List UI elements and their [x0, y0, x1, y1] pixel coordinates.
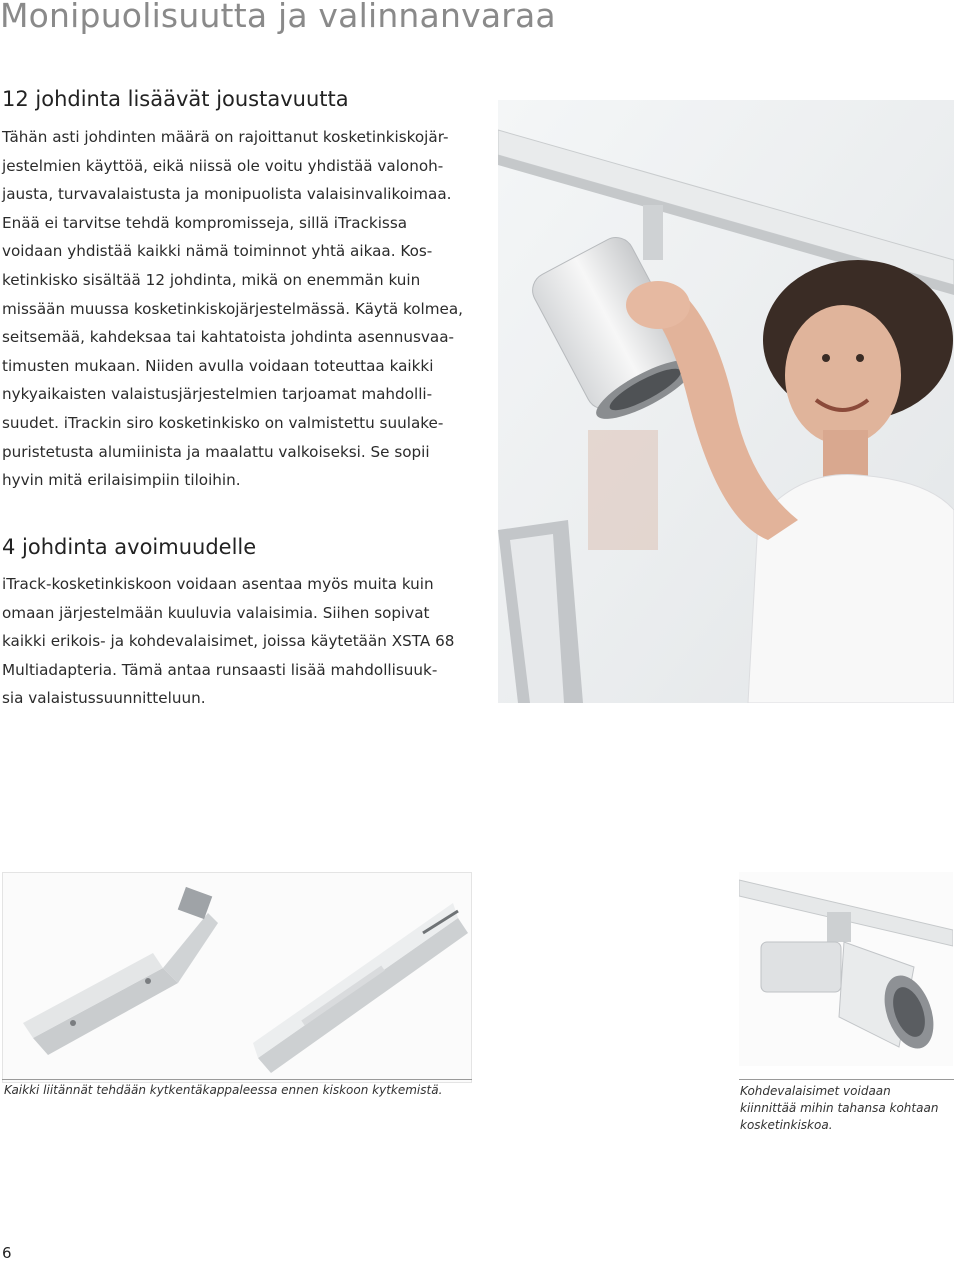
text-line: seitsemää, kahdeksaa tai kahtatoista johdinta asennusvaa-: [2, 328, 454, 347]
section-body-12-conductors: [2, 123, 472, 495]
woman-installing-spotlight-illustration: [498, 100, 954, 703]
caption-divider: [739, 1079, 954, 1080]
connector-caption: [4, 1082, 442, 1099]
text-line: hyvin mitä erilaisimpiin tiloihin.: [2, 471, 241, 490]
text-line: puristetusta alumiinista ja maalattu valkoiseksi. Se sopii: [2, 442, 430, 461]
caption-line: Kohdevalaisimet voidaan: [740, 1084, 891, 1098]
text-line: Multiadapteria. Tämä antaa runsaasti lisää mahdollisuuk-: [2, 660, 438, 679]
woman-installing-spotlight-photo: [498, 100, 954, 703]
connector-block-photo: [2, 872, 472, 1083]
text-line: Enää ei tarvitse tehdä kompromisseja, sillä iTrackissa: [2, 213, 408, 232]
text-line: sia valaistussuunnitteluun.: [2, 689, 206, 708]
text-line: iTrack-kosketinkiskoon voidaan asentaa myös muita kuin: [2, 575, 434, 593]
text-line: jausta, turvavalaistusta ja monipuolista valaisinvalikoimaa.: [2, 185, 452, 204]
section-body-4-conductors: [2, 570, 472, 713]
section-heading-4-conductors: 4 johdinta avoimuudelle: [2, 535, 257, 559]
text-line: timusten mukaan. Niiden avulla voidaan toteuttaa kaikki: [2, 356, 434, 375]
text-line: voidaan yhdistää kaikki nämä toiminnot yhtä aikaa. Kos-: [2, 242, 433, 261]
spotlight-caption: [740, 1083, 938, 1134]
text-line: missään muussa kosketinkiskojärjestelmässä. Käytä kolmea,: [2, 299, 464, 318]
page-number: 6: [2, 1244, 12, 1262]
text-line: suudet. iTrackin siro kosketinkisko on valmistettu suulake-: [2, 413, 444, 432]
connector-block-illustration: [3, 873, 471, 1082]
text-line: Tähän asti johdinten määrä on rajoittanut kosketinkiskojär-: [2, 128, 449, 146]
spotlight-on-track-photo: [739, 872, 953, 1066]
spotlight-on-track-illustration: [739, 872, 953, 1066]
caption-line: Kaikki liitännät tehdään kytkentäkappaleessa ennen kiskoon kytkemistä.: [4, 1083, 443, 1097]
caption-line: kiinnittää mihin tahansa kohtaan: [740, 1101, 939, 1115]
text-line: nykyaikaisten valaistusjärjestelmien tarjoamat mahdolli-: [2, 385, 433, 404]
text-line: ketinkisko sisältää 12 johdinta, mikä on enemmän kuin: [2, 270, 421, 289]
caption-divider: [2, 1079, 472, 1080]
text-line: omaan järjestelmään kuuluvia valaisimia. Siihen sopivat: [2, 603, 430, 622]
text-line: kaikki erikois- ja kohdevalaisimet, joissa käytetään XSTA 68: [2, 632, 455, 651]
caption-line: kosketinkiskoa.: [740, 1118, 833, 1132]
section-heading-12-conductors: 12 johdinta lisäävät joustavuutta: [2, 87, 349, 111]
page-title: Monipuolisuutta ja valinnanvaraa: [0, 0, 556, 35]
text-line: jestelmien käyttöä, eikä niissä ole voitu yhdistää valonoh-: [2, 156, 444, 175]
